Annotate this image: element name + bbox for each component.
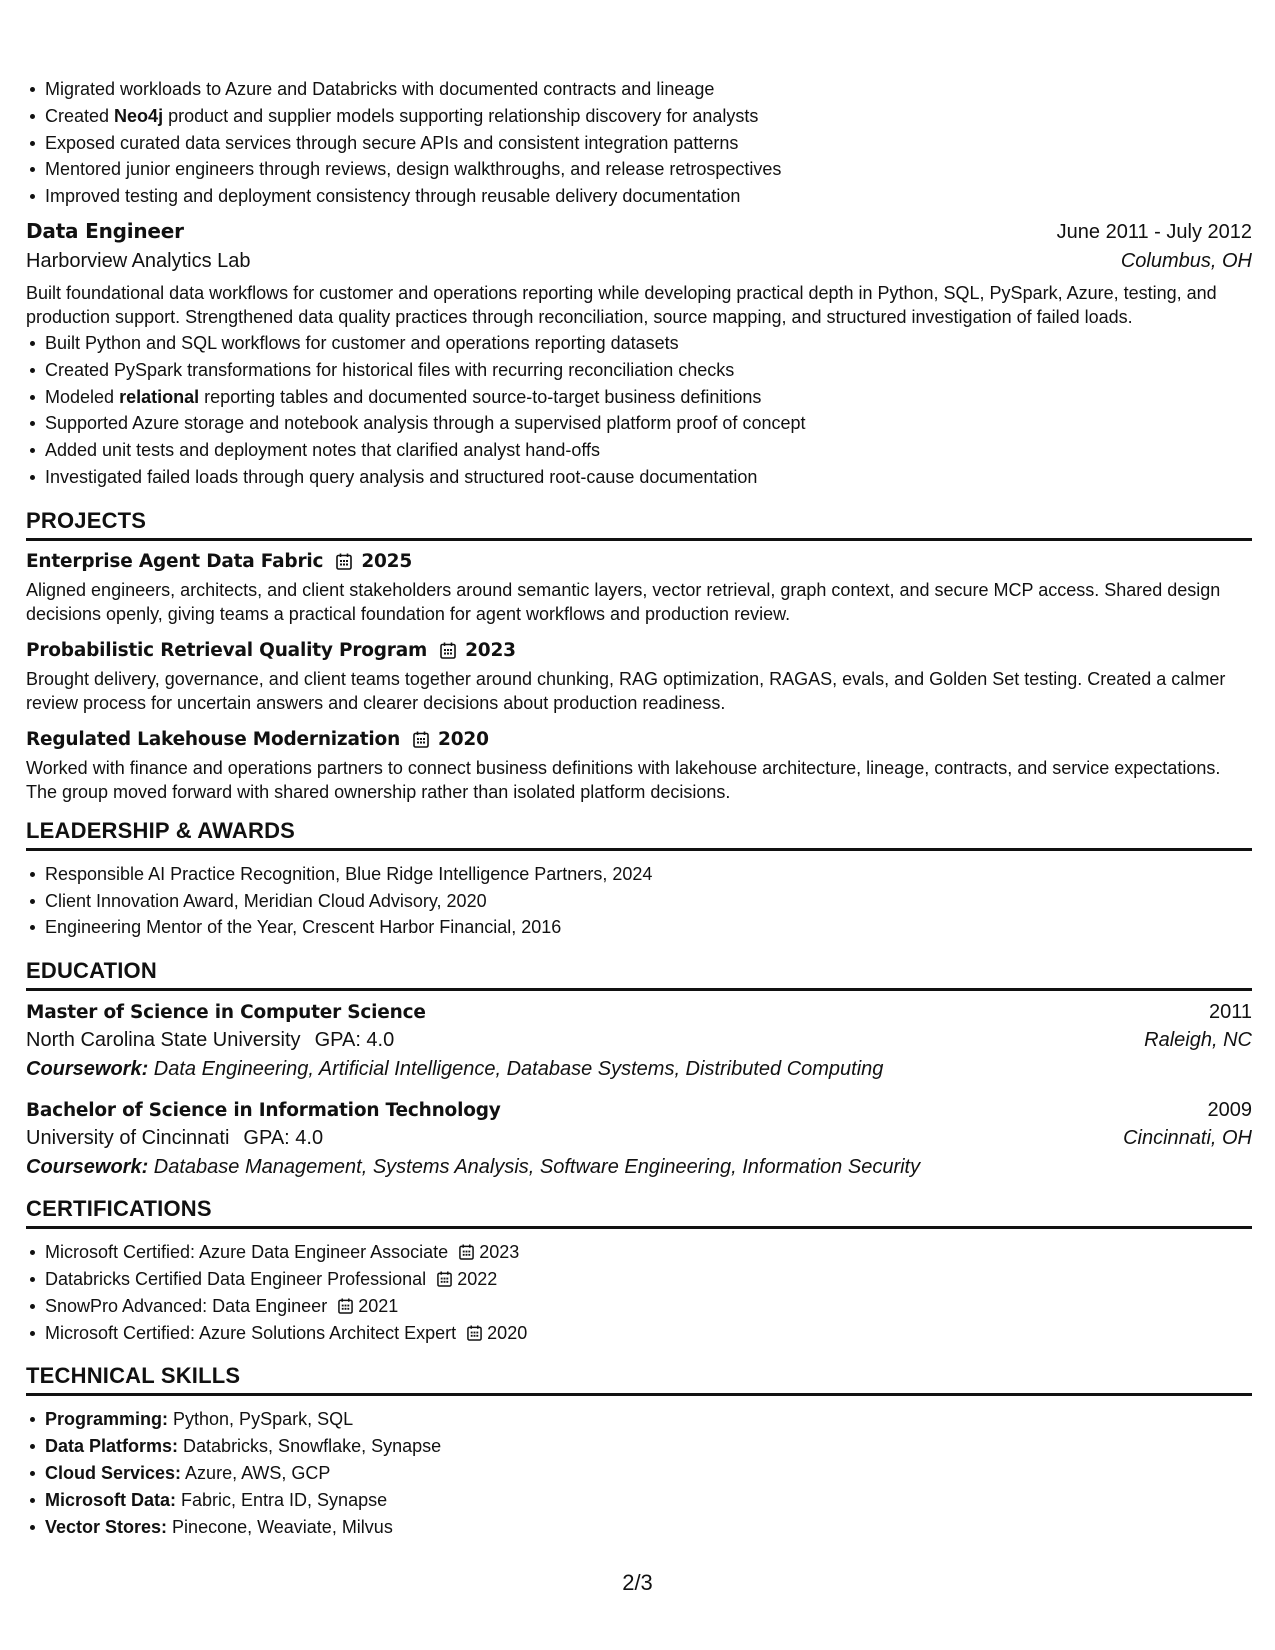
calendar-icon [336,553,352,570]
project-year: 2023 [465,639,516,661]
list-item: Microsoft Data: Fabric, Entra ID, Synapse [45,1487,1252,1514]
calendar-icon [413,731,429,748]
job-bullets [26,330,1252,491]
job-dates: June 2011 - July 2012 [1056,220,1252,243]
gpa: GPA: 4.0 [243,1127,324,1150]
project-name: Regulated Lakehouse Modernization [26,728,401,750]
page-number: 2/3 [622,1570,653,1595]
coursework: Coursework: Database Management, Systems Analysis, Software Engineering, Information Security [26,1156,921,1179]
list-item: Modeled relational reporting tables and documented source-to-target business definitions [45,384,1252,411]
section-title-certifications: CERTIFICATIONS [26,1196,1252,1229]
degree-name: Master of Science in Computer Science [26,1002,426,1024]
list-item: Added unit tests and deployment notes that clarified analyst hand-offs [45,437,1252,464]
calendar-icon [437,1271,452,1287]
gpa: GPA: 4.0 [314,1029,395,1052]
project-name: Enterprise Agent Data Fabric [26,550,324,572]
calendar-icon [440,642,456,659]
school-name: North Carolina State University [26,1029,301,1052]
degree-year: 2009 [1207,1099,1252,1122]
coursework: Coursework: Data Engineering, Artificial Intelligence, Database Systems, Distributed Computing [26,1058,884,1081]
project-entry [26,640,1252,716]
degree-year: 2011 [1208,1001,1252,1024]
job-entry [26,219,1252,491]
list-item: Microsoft Certified: Azure Solutions Architect Expert 2020 [45,1320,1252,1347]
project-entry [26,551,1252,627]
education-entry [26,1099,1252,1179]
list-item: Client Innovation Award, Meridian Cloud Advisory, 2020 [45,888,1252,915]
calendar-icon [467,1325,482,1341]
project-description: Worked with finance and operations partners to connect business definitions with lakehouse architecture, lineage, contracts, and service expectations. The group moved forward with shared ownership rather than isolated platform decisions. [26,757,1221,803]
project-entry [26,729,1252,805]
list-item: Responsible AI Practice Recognition, Blue Ridge Intelligence Partners, 2024 [45,861,1252,888]
school-location: Cincinnati, OH [1123,1127,1252,1150]
project-year: 2025 [361,550,413,572]
list-item: Exposed curated data services through secure APIs and consistent integration patterns [45,130,1252,157]
job-summary: Built foundational data workflows for customer and operations reporting while developing practical depth in Python, SQL, PySpark, Azure, testing, and production support. Strengthened data quality practices through reconciliation, source mapping, and structured investigation of failed loads. [26,282,1217,328]
project-name: Probabilistic Retrieval Quality Program [26,639,428,661]
school-name: University of Cincinnati [26,1127,230,1150]
calendar-icon [459,1244,474,1260]
previous-job-bullets [26,76,1252,210]
list-item: Cloud Services: Azure, AWS, GCP [45,1460,1252,1487]
list-item: Mentored junior engineers through reviews, design walkthroughs, and release retrospectives [45,156,1252,183]
list-item: Data Platforms: Databricks, Snowflake, Synapse [45,1433,1252,1460]
school-location: Raleigh, NC [1144,1029,1252,1052]
list-item: SnowPro Advanced: Data Engineer 2021 [45,1293,1252,1320]
list-item: Engineering Mentor of the Year, Crescent Harbor Financial, 2016 [45,914,1252,941]
list-item: Migrated workloads to Azure and Databricks with documented contracts and lineage [45,76,1252,103]
section-title-education: EDUCATION [26,958,1252,991]
job-location: Columbus, OH [1120,249,1252,272]
list-item: Created Neo4j product and supplier models supporting relationship discovery for analysts [45,103,1252,130]
list-item: Microsoft Certified: Azure Data Engineer Associate 2023 [45,1239,1252,1266]
education-entry [26,1001,1252,1081]
certifications-list [26,1239,1252,1346]
section-title-awards: LEADERSHIP & AWARDS [26,818,1252,851]
list-item: Investigated failed loads through query analysis and structured root-cause documentation [45,464,1252,491]
list-item: Improved testing and deployment consistency through reusable delivery documentation [45,183,1252,210]
job-company: Harborview Analytics Lab [26,249,251,272]
resume-page [26,76,1252,1540]
list-item: Built Python and SQL workflows for customer and operations reporting datasets [45,330,1252,357]
skills-list [26,1406,1252,1540]
job-title: Data Engineer [26,218,184,243]
project-description: Brought delivery, governance, and client teams together around chunking, RAG optimization, RAGAS, evals, and Golden Set testing. Created a calmer review process for uncertain answers and clearer decisions about production readiness. [26,668,1226,714]
list-item: Created PySpark transformations for historical files with recurring reconciliation checks [45,357,1252,384]
project-year: 2020 [438,728,489,750]
project-description: Aligned engineers, architects, and client stakeholders around semantic layers, vector retrieval, graph context, and secure MCP access. Shared design decisions openly, giving teams a practical foundation for agent workflows and production review. [26,579,1221,625]
list-item: Programming: Python, PySpark, SQL [45,1406,1252,1433]
degree-name: Bachelor of Science in Information Technology [26,1100,501,1122]
section-title-skills: TECHNICAL SKILLS [26,1363,1252,1396]
calendar-icon [338,1298,353,1314]
awards-list [26,861,1252,941]
list-item: Databricks Certified Data Engineer Professional 2022 [45,1266,1252,1293]
list-item: Vector Stores: Pinecone, Weaviate, Milvus [45,1514,1252,1541]
section-title-projects: PROJECTS [26,508,1252,541]
list-item: Supported Azure storage and notebook analysis through a supervised platform proof of concept [45,410,1252,437]
